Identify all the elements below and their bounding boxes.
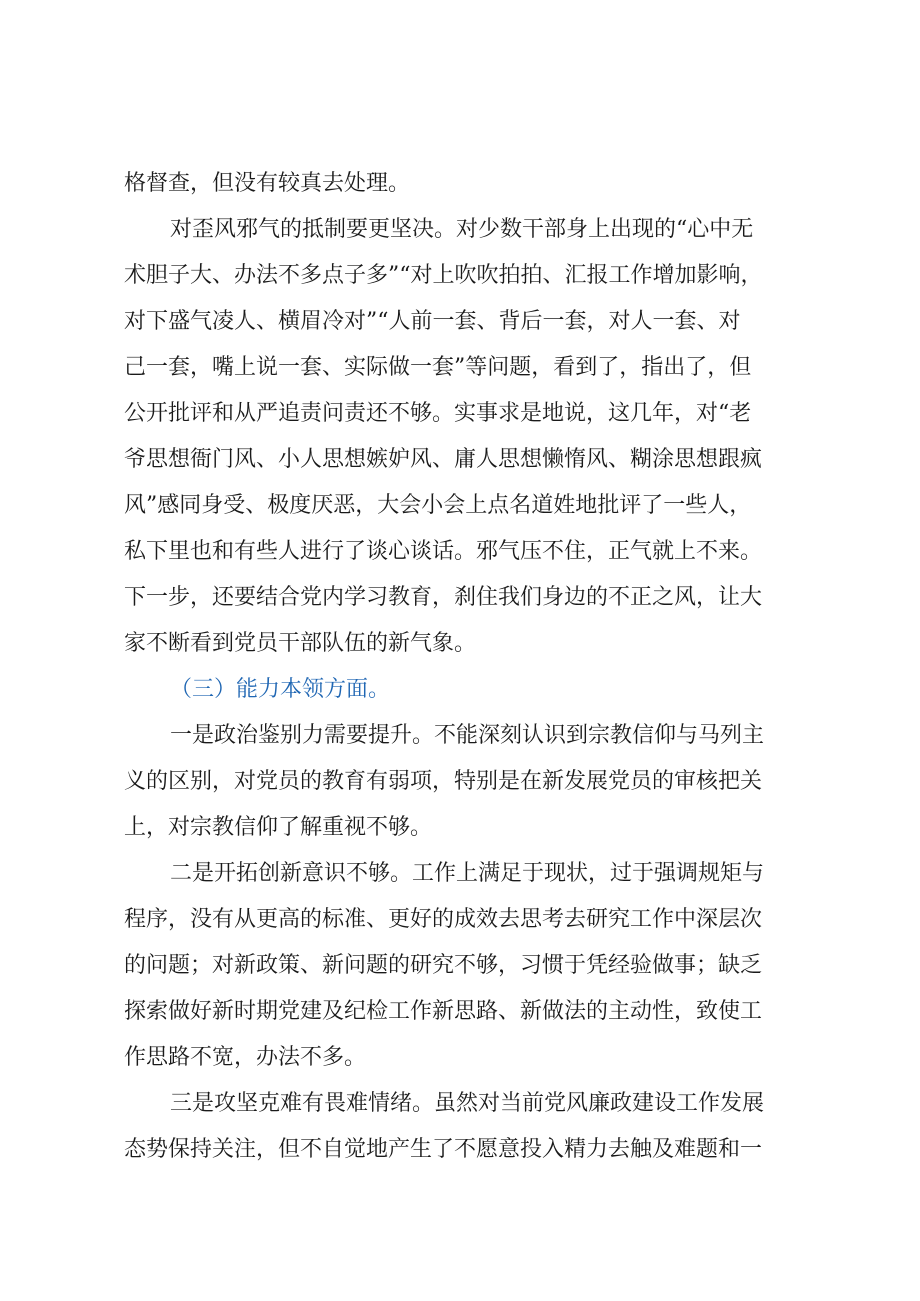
paragraph-line: 下一步，还要结合党内学习教育，刹住我们身边的不正之风，让大 bbox=[124, 585, 763, 610]
paragraph-line: 的问题；对新政策、新问题的研究不够，习惯于凭经验做事；缺乏 bbox=[124, 953, 763, 978]
paragraph-line: 术胆子大、办法不多点子多”“对上吹吹拍拍、汇报工作增加影响， bbox=[124, 263, 763, 288]
paragraph-line: 对歪风邪气的抵制要更坚决。对少数干部身上出现的“心中无 bbox=[170, 217, 754, 242]
paragraph-line: 义的区别，对党员的教育有弱项，特别是在新发展党员的审核把关 bbox=[124, 769, 763, 794]
paragraph-line: 爷思想衙门风、小人思想嫉妒风、庸人思想懒惰风、糊涂思想跟疯 bbox=[124, 447, 763, 472]
paragraph-line: 探索做好新时期党建及纪检工作新思路、新做法的主动性，致使工 bbox=[124, 999, 763, 1024]
paragraph-line: 态势保持关注，但不自觉地产生了不愿意投入精力去触及难题和一 bbox=[124, 1137, 763, 1162]
paragraph-line: 己一套，嘴上说一套、实际做一套”等问题，看到了，指出了，但 bbox=[124, 355, 752, 380]
section-heading: （三）能力本领方面。 bbox=[170, 677, 391, 702]
paragraph-line: 三是攻坚克难有畏难情绪。虽然对当前党风廉政建设工作发展 bbox=[170, 1091, 765, 1116]
paragraph-line: 格督查，但没有较真去处理。 bbox=[124, 171, 411, 196]
paragraph-line: 作思路不宽，办法不多。 bbox=[124, 1045, 367, 1070]
paragraph-line: 一是政治鉴别力需要提升。不能深刻认识到宗教信仰与马列主 bbox=[170, 723, 765, 748]
paragraph-line: 风”感同身受、极度厌恶，大会小会上点名道姓地批评了一些人， bbox=[124, 493, 752, 518]
paragraph-line: 私下里也和有些人进行了谈心谈话。邪气压不住，正气就上不来。 bbox=[124, 539, 763, 564]
paragraph-line: 二是开拓创新意识不够。工作上满足于现状，过于强调规矩与 bbox=[170, 861, 765, 886]
paragraph-line: 上，对宗教信仰了解重视不够。 bbox=[124, 815, 433, 840]
paragraph-line: 公开批评和从严追责问责还不够。实事求是地说，这几年，对“老 bbox=[124, 401, 752, 426]
paragraph-line: 程序，没有从更高的标准、更好的成效去思考去研究工作中深层次 bbox=[124, 907, 763, 932]
paragraph-line: 家不断看到党员干部队伍的新气象。 bbox=[124, 631, 477, 656]
paragraph-line: 对下盛气凌人、横眉冷对”“人前一套、背后一套，对人一套、对 bbox=[124, 309, 741, 334]
